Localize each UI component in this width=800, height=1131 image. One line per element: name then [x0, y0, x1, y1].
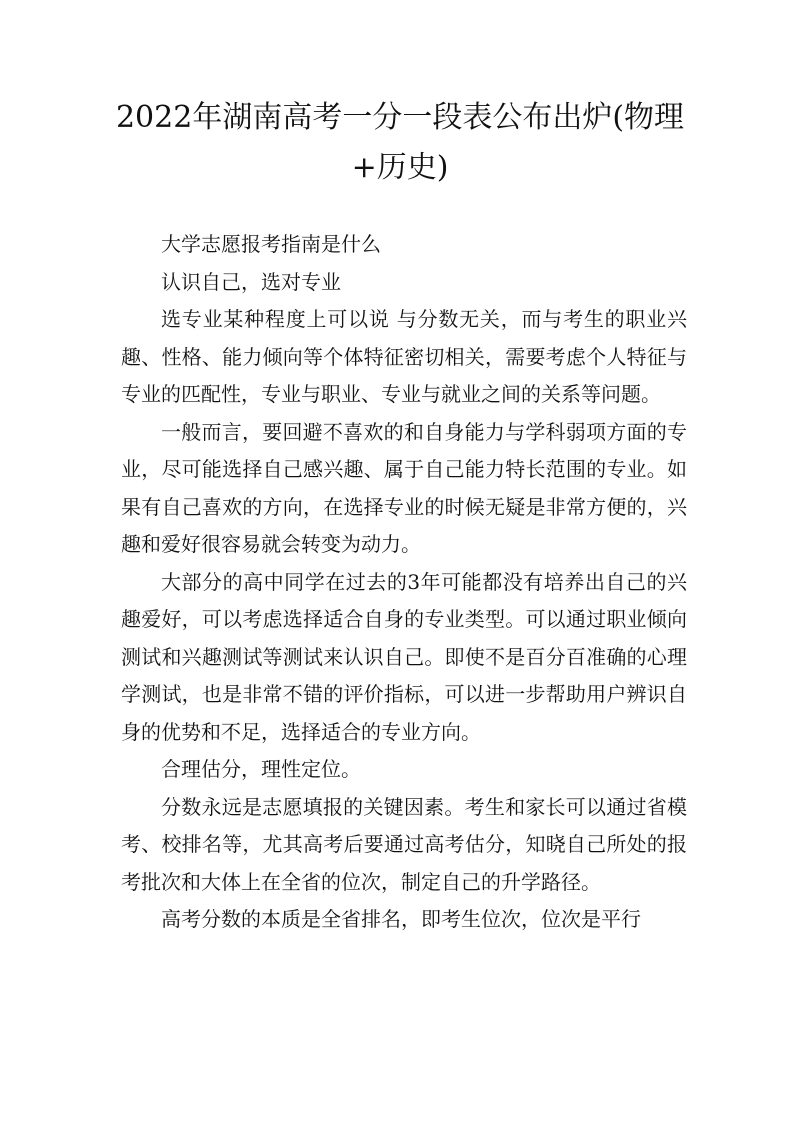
- paragraph-avoid-weakness: 一般而言，要回避不喜欢的和自身能力与学科弱项方面的专业，尽可能选择自己感兴趣、属于自己能力特长范围的专业。如果有自己喜欢的方向，在选择专业的时候无疑是非常方便的，兴趣和爱好很容易就会转变为动力。: [121, 419, 687, 556]
- paragraph-score-ranking: 高考分数的本质是全省排名，即考生位次，位次是平行: [161, 907, 641, 931]
- paragraph-interest-test: 大部分的高中同学在过去的3年可能都没有培养出自己的兴趣爱好，可以考虑选择适合自身的专业类型。可以通过职业倾向测试和兴趣测试等测试来认识自己。即使不是百分百准确的心理学测试，也是非常不错的评价指标，可以进一步帮助用户辨识自身的优势和不足，选择适合的专业方向。: [121, 569, 687, 744]
- paragraph-score-key-factor: 分数永远是志愿填报的关键因素。考生和家长可以通过省模考、校排名等，尤其高考后要通过高考估分，知晓自己所处的报考批次和大体上在全省的位次，制定自己的升学路径。: [121, 794, 687, 894]
- document-title: 2022年湖南高考一分一段表公布出炉(物理+历史): [115, 100, 685, 185]
- paragraph-estimate-score: 合理估分，理性定位。: [161, 757, 361, 781]
- paragraph-know-yourself: 认识自己，选对专业: [161, 269, 341, 294]
- paragraph-guide-heading: 大学志愿报考指南是什么: [161, 232, 381, 256]
- document-body: [121, 226, 687, 939]
- paragraph-major-selection: 选专业某种程度上可以说 与分数无关，而与考生的职业兴趣、性格、能力倾向等个体特征密切相关，需要考虑个人特征与专业的匹配性，专业与职业、专业与就业之间的关系等问题。: [121, 307, 687, 406]
